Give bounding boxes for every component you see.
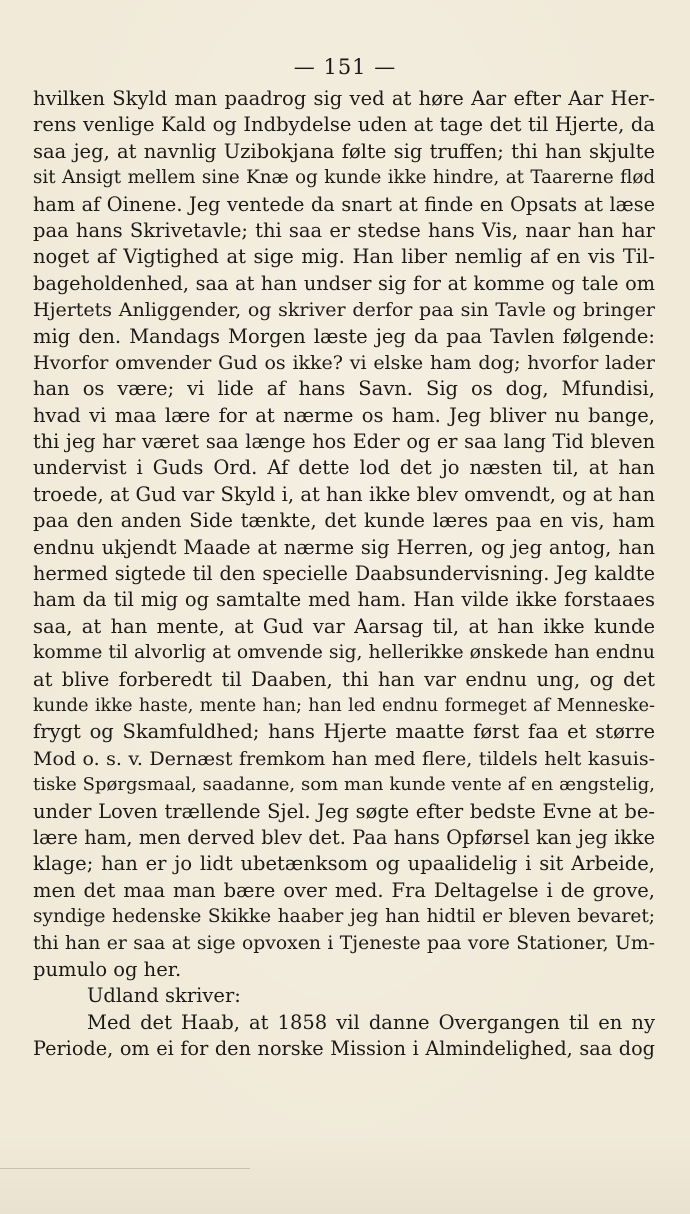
text-line: under Loven trællende Sjel. Jeg søgte efter bedste Evne at be- <box>33 799 655 823</box>
text-line: hermed sigtede til den specielle Daabsundervisning. Jeg kaldte <box>33 562 655 586</box>
section-heading: Udland skriver: <box>87 984 241 1008</box>
text-line: hvilken Skyld man paadrog sig ved at høre Aar efter Aar Her- <box>33 87 655 110</box>
text-line: rens venlige Kald og Indbydelse uden at tage det til Hjerte, da <box>33 113 655 137</box>
text-line: sit Ansigt mellem sine Knæ og kunde ikke hindre, at Taarerne flød <box>33 167 655 189</box>
text-line: saa, at han mente, at Gud var Aarsag til, at han ikke kunde <box>33 614 655 638</box>
page-number: — 151 — <box>293 55 397 79</box>
text-line: tiske Spørgsmaal, saadanne, som man kunde vente af en ængstelig, <box>33 774 655 796</box>
text-line: klage; han er jo lidt ubetænksom og upaalidelig i sit Arbeide, <box>33 852 655 876</box>
text-line: men det maa man bære over med. Fra Deltagelse i de grove, <box>33 878 655 902</box>
text-line: kunde ikke haste, mente han; han led endnu formeget af Menneske- <box>33 695 655 716</box>
body-text <box>33 86 655 1062</box>
text-line: thi jeg har været saa længe hos Eder og er saa lang Tid bleven <box>33 430 655 454</box>
text-line: frygt og Skamfuldhed; hans Hjerte maatte først faa et større <box>33 720 655 744</box>
text-line: paa den anden Side tænkte, det kunde læres paa en vis, ham <box>33 509 655 533</box>
text-line: Med det Haab, at 1858 vil danne Overgangen til en ny <box>87 1010 655 1034</box>
text-line: troede, at Gud var Skyld i, at han ikke blev omvendt, og at han <box>33 482 655 506</box>
text-line: Hjertets Anliggender, og skriver derfor paa sin Tavle og bringer <box>33 299 655 322</box>
text-line: syndige hedenske Skikke haaber jeg han hidtil er bleven bevaret; <box>33 906 655 928</box>
text-line: undervist i Guds Ord. Af dette lod det jo næsten til, at han <box>33 456 655 480</box>
text-line: lære ham, men derved blev det. Paa hans Opførsel kan jeg ikke <box>33 825 655 849</box>
text-line: Hvorfor omvender Gud os ikke? vi elske ham dog; hvorfor lader <box>33 351 655 374</box>
text-line: saa jeg, at navnlig Uzibokjana følte sig truffen; thi han skjulte <box>33 139 655 163</box>
text-line: thi han er saa at sige opvoxen i Tjeneste paa vore Stationer, Um- <box>33 932 655 954</box>
text-line: Periode, om ei for den norske Mission i Almindelighed, saa dog <box>33 1037 655 1061</box>
text-line: ham af Oinene. Jeg ventede da snart at finde en Opsats at læse <box>33 192 655 216</box>
page-shadow <box>0 1134 690 1214</box>
text-line: bageholdenhed, saa at han undser sig for at komme og tale om <box>33 271 655 295</box>
text-line: pumulo og her. <box>33 957 182 981</box>
text-line: han os være; vi lide af hans Savn. Sig os dog, Mfundisi, <box>33 377 655 401</box>
text-line: ham da til mig og samtalte med ham. Han vilde ikke forstaaes <box>33 588 655 612</box>
text-line: komme til alvorlig at omvende sig, hellerikke ønskede han endnu <box>33 642 655 664</box>
text-line: at blive forberedt til Daaben, thi han var endnu ung, og det <box>33 667 655 691</box>
text-line: mig den. Mandags Morgen læste jeg da paa Tavlen følgende: <box>33 324 655 348</box>
text-line: paa hans Skrivetavle; thi saa er stedse hans Vis, naar han har <box>33 218 655 242</box>
text-line: noget af Vigtighed at sige mig. Han liber nemlig af en vis Til- <box>33 245 655 269</box>
text-line: Mod o. s. v. Dernæst fremkom han med flere, tildels helt kasuis- <box>33 747 655 770</box>
text-line: endnu ukjendt Maade at nærme sig Herren, og jeg antog, han <box>33 535 655 559</box>
text-line: hvad vi maa lære for at nærme os ham. Jeg bliver nu bange, <box>33 403 655 427</box>
